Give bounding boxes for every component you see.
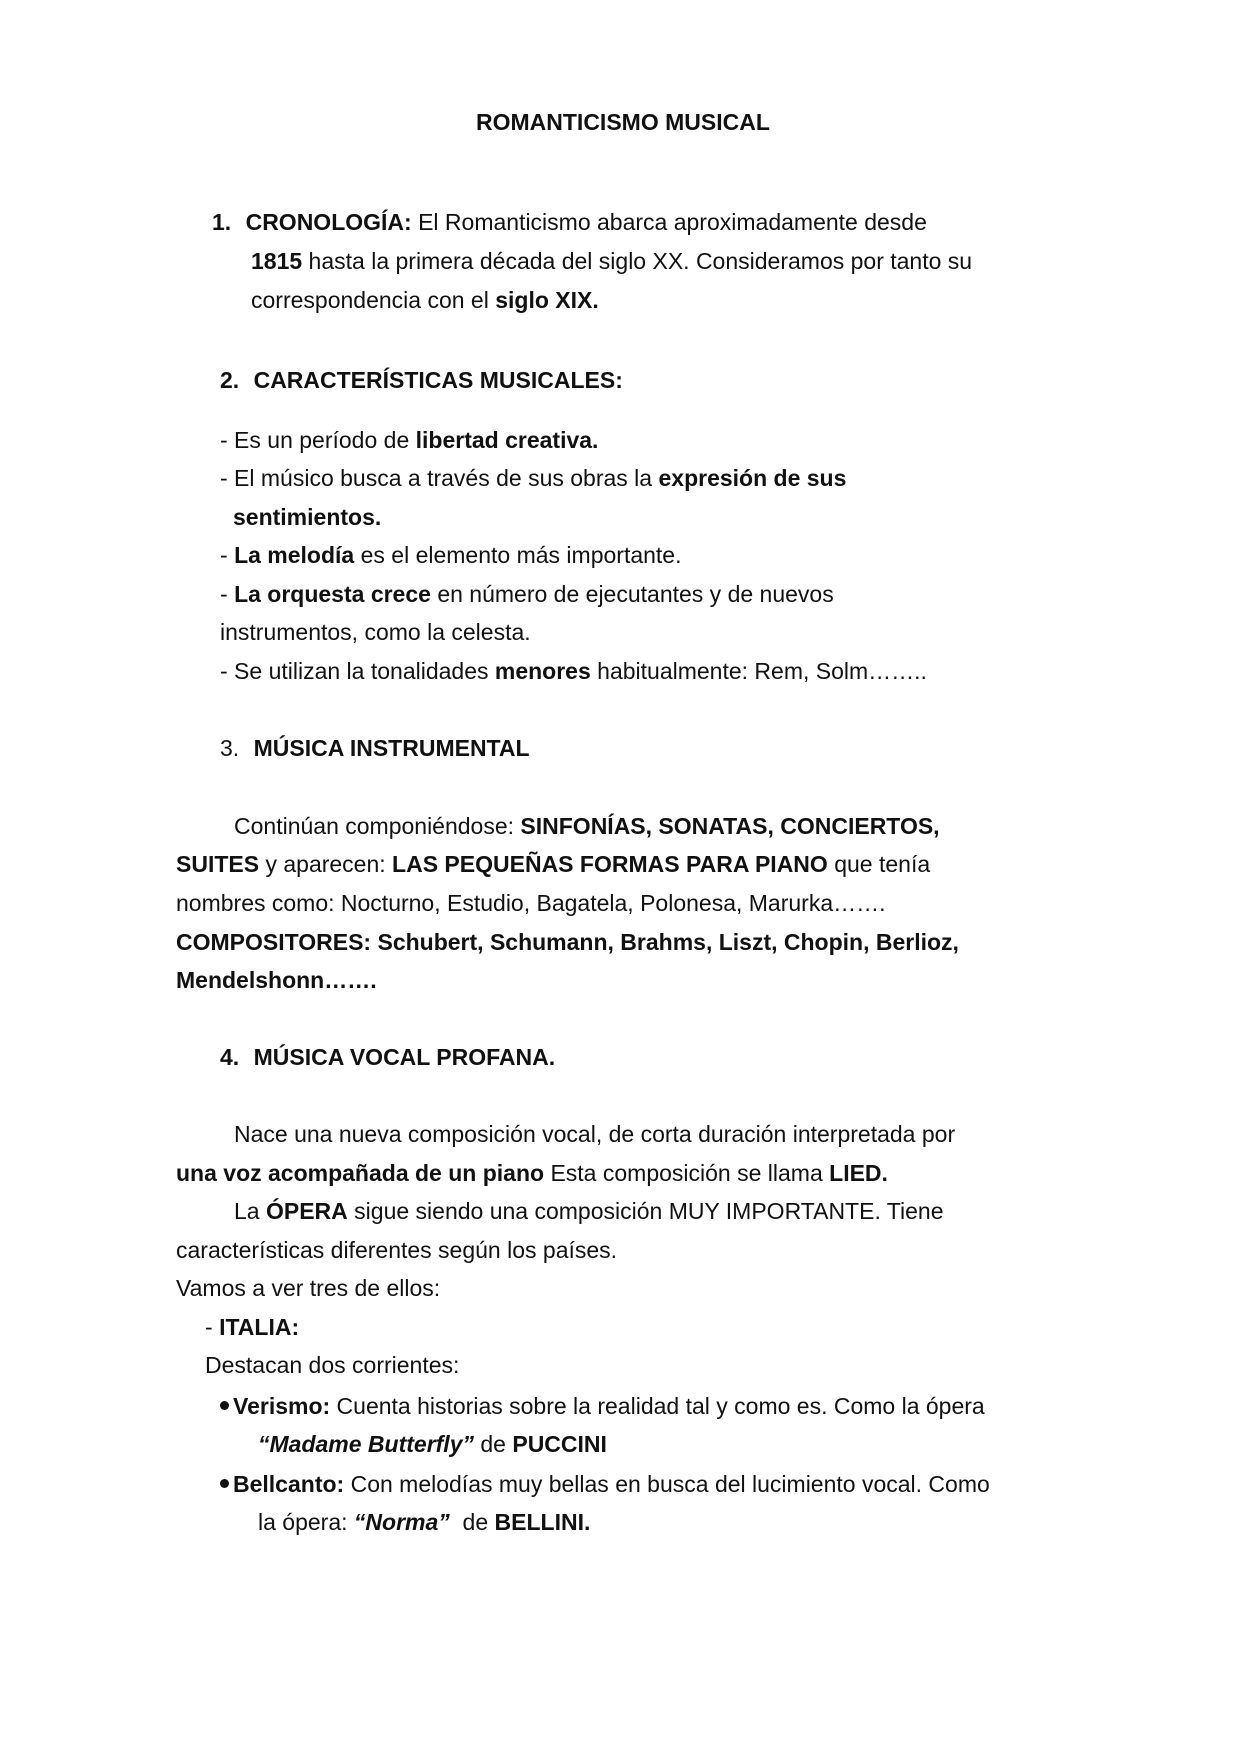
paragraph-text: Continúan componiéndose: (234, 813, 521, 839)
list-bold: La orquesta crece (234, 581, 431, 607)
paragraph-line: nombres como: Nocturno, Estudio, Bagatela, Polonesa, Marurka……. (176, 890, 886, 916)
section-4-number: 4. (220, 1044, 240, 1070)
section-1-line-2 (251, 250, 972, 273)
list-bold: libertad creativa. (415, 427, 599, 453)
list-bold: expresión de sus (658, 465, 847, 491)
section-1-line-3 (251, 289, 599, 312)
opera-title: “Norma” (353, 1509, 450, 1535)
bullet-item (220, 1395, 985, 1418)
list-item (220, 660, 927, 683)
list-bold: menores (494, 658, 591, 684)
section-1-text: hasta la primera década del siglo XX. Consideramos por tanto su (302, 248, 973, 274)
list-text: - Es un período de (220, 427, 416, 453)
list-text: en número de ejecutantes y de nuevos (430, 581, 834, 607)
section-1-number: 1. (212, 209, 232, 235)
paragraph-line (176, 1162, 888, 1185)
section-1-line-1 (212, 211, 927, 234)
page-title: ROMANTICISMO MUSICAL (476, 109, 770, 135)
list-text: - El músico busca a través de sus obras la (220, 465, 659, 491)
section-1-text: correspondencia con el (251, 287, 496, 313)
section-2-number: 2. (220, 367, 240, 393)
paragraph-text: sigue siendo una composición MUY IMPORTANTE. Tiene (347, 1198, 944, 1224)
paragraph-line (176, 853, 930, 876)
paragraph-text: Esta composición se llama (544, 1160, 830, 1186)
list-bold: La melodía (234, 542, 355, 568)
section-1-year: 1815 (251, 248, 303, 274)
paragraph-line: Nace una nueva composición vocal, de corta duración interpretada por (234, 1121, 956, 1147)
country-label: ITALIA: (219, 1314, 300, 1340)
bullet-continued (258, 1433, 607, 1456)
list-item-continued: instrumentos, como la celesta. (220, 619, 531, 645)
paragraph-bold: SINFONÍAS, SONATAS, CONCIERTOS, (520, 813, 940, 839)
paragraph-line (234, 815, 940, 838)
list-text: habitualmente: Rem, Solm…….. (590, 658, 927, 684)
paragraph-text: que tenía (827, 851, 931, 877)
list-text: - (220, 581, 235, 607)
bullet-text: de (473, 1431, 513, 1457)
bullet-text: Cuenta historias sobre la realidad tal y como es. Como la ópera (330, 1393, 985, 1419)
composers-line: COMPOSITORES: Schubert, Schumann, Brahms, Liszt, Chopin, Berlioz, (176, 929, 959, 955)
section-4-heading-line (220, 1046, 555, 1069)
section-1-heading: CRONOLOGÍA: (245, 209, 412, 235)
paragraph-bold: ÓPERA (265, 1198, 348, 1224)
list-text: - (205, 1314, 220, 1340)
paragraph-bold: LAS PEQUEÑAS FORMAS PARA PIANO (392, 851, 828, 877)
section-4-heading: MÚSICA VOCAL PROFANA. (253, 1044, 556, 1070)
section-2-heading-line (220, 369, 623, 392)
composer-name: PUCCINI (512, 1431, 607, 1457)
list-item (220, 467, 846, 490)
list-text: es el elemento más importante. (354, 542, 682, 568)
section-3-heading-line (220, 737, 530, 760)
composer-name: BELLINI. (494, 1509, 591, 1535)
paragraph-line (234, 1200, 944, 1223)
paragraph-line: Vamos a ver tres de ellos: (176, 1275, 441, 1301)
bullet-text: de (449, 1509, 495, 1535)
paragraph-line: Destacan dos corrientes: (205, 1352, 460, 1378)
section-3-number: 3. (220, 735, 240, 761)
section-1-text: El Romanticismo abarca aproximadamente desde (411, 209, 927, 235)
paragraph-bold: SUITES (176, 851, 260, 877)
bullet-text: Con melodías muy bellas en busca del lucimiento vocal. Como (344, 1471, 990, 1497)
paragraph-bold: una voz acompañada de un piano (176, 1160, 545, 1186)
list-text: - Se utilizan la tonalidades (220, 658, 495, 684)
list-text: - (220, 542, 235, 568)
paragraph-line: características diferentes según los países. (176, 1237, 618, 1263)
opera-title: “Madame Butterfly” (258, 1431, 474, 1457)
composers-line: Mendelshonn……. (176, 967, 377, 993)
paragraph-text: La (234, 1198, 266, 1224)
bullet-bold: Bellcanto: (233, 1471, 345, 1497)
paragraph-text: y aparecen: (259, 851, 393, 877)
section-1-century: siglo XIX. (495, 287, 599, 313)
bullet-continued (258, 1511, 590, 1534)
bullet-text: la ópera: (258, 1509, 354, 1535)
bullet-bold: Verismo: (233, 1393, 331, 1419)
section-3-heading: MÚSICA INSTRUMENTAL (253, 735, 530, 761)
list-item (220, 544, 682, 567)
bullet-item (220, 1473, 990, 1496)
list-item-continued: sentimientos. (233, 504, 382, 530)
list-item (220, 583, 834, 606)
bullet-icon (220, 1401, 229, 1410)
paragraph-bold: LIED. (829, 1160, 888, 1186)
section-2-heading: CARACTERÍSTICAS MUSICALES: (253, 367, 623, 393)
list-item (205, 1316, 299, 1339)
bullet-icon (220, 1479, 229, 1488)
list-item (220, 429, 598, 452)
